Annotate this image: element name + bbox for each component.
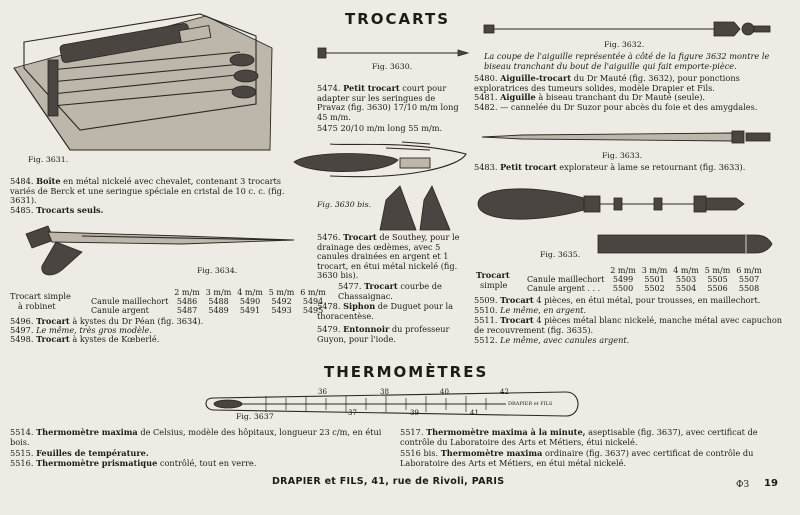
- table-cell: 5499: [612, 275, 634, 284]
- fig-3630-bis-label: Fig. 3630 bis.: [317, 200, 372, 209]
- thermo-scale-39: 39: [410, 409, 419, 417]
- heading-thermometres: THERMOMÈTRES: [324, 363, 489, 381]
- item-description: en métal nickelé avec chevalet, contenant 3 trocarts variés de Berck et une seringue spéciale en cristal de 10 c. c. (fig. 3631).: [10, 176, 285, 206]
- item-description: Le même, en argent.: [500, 305, 587, 315]
- suzor-needle-illustration: [482, 130, 776, 144]
- maute-needle-illustration: [484, 16, 774, 40]
- item-name: Trocart: [36, 334, 70, 344]
- table-cell: 5506: [707, 284, 728, 293]
- item-number: 5516 bis.: [400, 448, 439, 458]
- heading-trocarts: TROCARTS: [345, 10, 451, 28]
- item-number: 5474.: [317, 83, 341, 93]
- item-5480: [474, 74, 784, 93]
- fig-3634-label: Fig. 3634.: [197, 266, 238, 275]
- table-header: 3 m/m: [205, 288, 232, 297]
- item-number: 5510.: [474, 305, 498, 315]
- table-cell: 5504: [675, 284, 697, 293]
- item-name: Trocart: [364, 281, 398, 291]
- table-row-label: Canule argent . . .: [527, 284, 601, 293]
- fig-3635-label: Fig. 3635.: [540, 250, 581, 259]
- table-row: [524, 284, 765, 293]
- table-header: 3 m/m: [641, 266, 668, 275]
- table-row-label: Canule maillechort: [91, 297, 169, 306]
- thermo-scale-41: 41: [470, 409, 479, 417]
- table-header: 5 m/m: [268, 288, 295, 297]
- item-description: de Southey, pour le drainage des œdèmes, avec 5 canules drainées en argent et 1 trocart, en étui métal nickelé (fig. 3630 bis).: [317, 232, 460, 281]
- item-number: 5498.: [10, 334, 34, 344]
- item-number: 5516.: [10, 458, 34, 468]
- item-description: aseptisable (fig. 3637), avec certificat de contrôle du Laboratoire des Arts et Métiers, étui nickelé.: [400, 427, 758, 447]
- item-number: 5497.: [10, 325, 34, 335]
- item-description: 4 pièces, en étui métal, pour trousses, en maillechort.: [536, 295, 761, 305]
- item-name: Boîte: [36, 176, 61, 186]
- item-5511: [474, 316, 784, 335]
- item-5478: [317, 302, 463, 321]
- item-description: 4 pièces métal blanc nickelé, manche métal avec capuchon de recouvrement (fig. 3635).: [474, 315, 783, 335]
- item-description: de Celsius, modèle des hôpitaux, longueur 23 c/m, en étui bois.: [10, 427, 382, 447]
- fig-3632-label: Fig. 3632.: [604, 40, 645, 49]
- item-name: Petit trocart: [500, 162, 557, 172]
- item-description: à biseau tranchant du Dr Mauté (seule).: [538, 92, 706, 102]
- item-5477: [338, 282, 462, 301]
- item-5482: [474, 103, 784, 113]
- box-illustration: [10, 12, 282, 158]
- item-5516-bis: [400, 449, 785, 468]
- table-header: 2 m/m: [174, 288, 200, 297]
- table-left: [88, 288, 329, 315]
- table-header: 6 m/m: [736, 266, 762, 275]
- table-label-line2: simple: [480, 279, 508, 290]
- item-number: 5479.: [317, 324, 341, 334]
- item-number: 5515.: [10, 448, 34, 458]
- southey-trocart-illustration: [290, 140, 470, 232]
- table-label-line1: Trocart simple: [10, 291, 71, 301]
- table-row-label: Canule maillechort: [527, 275, 605, 284]
- item-name: Aiguille: [500, 92, 536, 102]
- item-number: 5511.: [474, 315, 498, 325]
- item-number: 5477.: [338, 281, 362, 291]
- item-number: 5517.: [400, 427, 424, 437]
- table-cell: 5491: [239, 306, 261, 315]
- item-name: Petit trocart: [343, 83, 400, 93]
- item-name: Trocart: [500, 315, 534, 325]
- page-number: 19: [764, 478, 778, 489]
- table-cell: 5495: [302, 306, 324, 315]
- item-description: contrôlé, tout en verre.: [159, 458, 257, 468]
- table-cell: 5503: [675, 275, 697, 284]
- item-5483: [474, 163, 784, 173]
- item-description: de Duguet pour la thoracentèse.: [317, 301, 454, 321]
- trocart-pean-illustration: [22, 222, 302, 282]
- item-number: 5481.: [474, 92, 498, 102]
- item-description: explorateur à lame se retournant (fig. 3633).: [559, 162, 746, 172]
- item-number: 5480.: [474, 73, 498, 83]
- item-name: Thermomètre maxima: [36, 427, 138, 437]
- table-cell: 5501: [644, 275, 665, 284]
- item-description: court pour adapter sur les seringues de Pravaz (fig. 3630) 17/10 m/m long 45 m/m.: [317, 83, 459, 122]
- table-header: 5 m/m: [704, 266, 731, 275]
- table-cell: 5487: [176, 306, 198, 315]
- item-number: 5509.: [474, 295, 498, 305]
- item-number: 5482.: [474, 102, 498, 112]
- item-description: à kystes de Kœberlé.: [72, 334, 160, 344]
- item-name: Trocart: [500, 295, 534, 305]
- item-description: Le même, avec canules argent.: [500, 335, 630, 345]
- thermo-scale-40: 40: [440, 388, 449, 396]
- item-5516: [10, 459, 256, 469]
- item-5484: [10, 177, 300, 206]
- item-description: courbe de Chassaignac.: [338, 281, 442, 301]
- table-row-label: Canule argent: [91, 306, 149, 315]
- fig-3633-label: Fig. 3633.: [602, 151, 643, 160]
- pravaz-trocart-illustration: [318, 46, 468, 62]
- item-name: Aiguille-trocart: [500, 73, 572, 83]
- table-row: [524, 275, 765, 284]
- table-row: [88, 306, 329, 315]
- item-name: Thermomètre maxima: [440, 448, 543, 458]
- item-description: ordinaire (fig. 3637) avec certificat de contrôle du Laboratoire des Arts et Métiers, en étui métal nickelé.: [400, 448, 754, 468]
- table-header: 2 m/m: [610, 266, 636, 275]
- thermo-scale-37: 37: [348, 409, 357, 417]
- table-cell: 5494: [302, 297, 324, 306]
- table-header: 6 m/m: [300, 288, 326, 297]
- table-label-line1: Trocart: [476, 270, 510, 280]
- table-header: 4 m/m: [237, 288, 263, 297]
- table-header: 4 m/m: [673, 266, 699, 275]
- table-cell: 5508: [738, 284, 760, 293]
- item-name: Thermomètre maxima à la minute,: [426, 427, 586, 437]
- item-number: 5512.: [474, 335, 498, 345]
- item-5485: [10, 206, 104, 216]
- item-number: 5514.: [10, 427, 34, 437]
- table-row: [88, 297, 329, 306]
- thermometer-brand: DRAPIER et FILS: [508, 401, 553, 407]
- item-5474: [317, 84, 463, 122]
- item-name: Trocarts seuls.: [36, 205, 104, 215]
- table-right-label: [476, 271, 526, 290]
- thermo-scale-42: 42: [500, 388, 509, 396]
- table-left-label: [10, 292, 85, 311]
- explorer-trocart-illustration: [474, 180, 774, 228]
- item-number: 5485.: [10, 205, 34, 215]
- footer-mark: ФЗ: [736, 480, 750, 490]
- item-description: à kystes du Dr Péan (fig. 3634).: [72, 316, 204, 326]
- item-5476: [317, 233, 463, 281]
- table-cell: 5492: [271, 297, 292, 306]
- item-5512: [474, 336, 629, 346]
- fig-3630-label: Fig. 3630.: [372, 62, 413, 71]
- table-header-row: [524, 266, 765, 275]
- table-header-row: [88, 288, 329, 297]
- item-5475: 5475 20/10 m/m long 55 m/m.: [317, 123, 443, 133]
- footer-address: DRAPIER et FILS, 41, rue de Rivoli, PARIS: [272, 476, 505, 487]
- table-cell: 5502: [644, 284, 665, 293]
- thermo-scale-36: 36: [318, 388, 327, 396]
- table-cell: 5505: [707, 275, 728, 284]
- table-right: [524, 266, 765, 293]
- table-cell: 5500: [612, 284, 634, 293]
- item-description: Le même, très gros modèle.: [36, 325, 152, 335]
- item-5517: [400, 428, 785, 447]
- item-name: Feuilles de température.: [36, 448, 149, 458]
- item-number: 5483.: [474, 162, 498, 172]
- item-number: 5496.: [10, 316, 34, 326]
- item-description: du professeur Guyon, pour l'iode.: [317, 324, 450, 344]
- table-cell: 5493: [271, 306, 292, 315]
- item-5514: [10, 428, 394, 447]
- trocart-case-illustration: [596, 232, 774, 256]
- table-cell: 5507: [738, 275, 760, 284]
- fig-3631-label: Fig. 3631.: [28, 155, 69, 164]
- fig-3637-label: Fig. 3637: [236, 412, 274, 421]
- item-description: du Dr Mauté (fig. 3632), pour ponctions exploratrices des tumeurs solides, modèle Drapier et Fils.: [474, 73, 740, 93]
- thermo-scale-38: 38: [380, 388, 389, 396]
- item-number: 5476.: [317, 232, 341, 242]
- table-cell: 5486: [176, 297, 198, 306]
- item-name: Trocart: [343, 232, 377, 242]
- table-cell: 5490: [239, 297, 261, 306]
- fig-3632-caption: La coupe de l'aiguille représentée à côté de la figure 3632 montre le biseau tranchant du bout de l'aiguille qui fait emporte-pièce.: [484, 51, 770, 71]
- item-name: Siphon: [343, 301, 376, 311]
- item-name: Entonnoir: [343, 324, 390, 334]
- item-number: 5478.: [317, 301, 341, 311]
- item-description: — cannelée du Dr Suzor pour abcès du foie et des amygdales.: [500, 102, 758, 112]
- item-name: Thermomètre prismatique: [36, 458, 158, 468]
- table-cell: 5489: [208, 306, 229, 315]
- item-5498: [10, 335, 159, 345]
- item-name: Trocart: [36, 316, 70, 326]
- item-5479: [317, 325, 463, 344]
- table-cell: 5488: [208, 297, 229, 306]
- table-label-line2: à robinet: [18, 300, 56, 311]
- item-number: 5484.: [10, 176, 34, 186]
